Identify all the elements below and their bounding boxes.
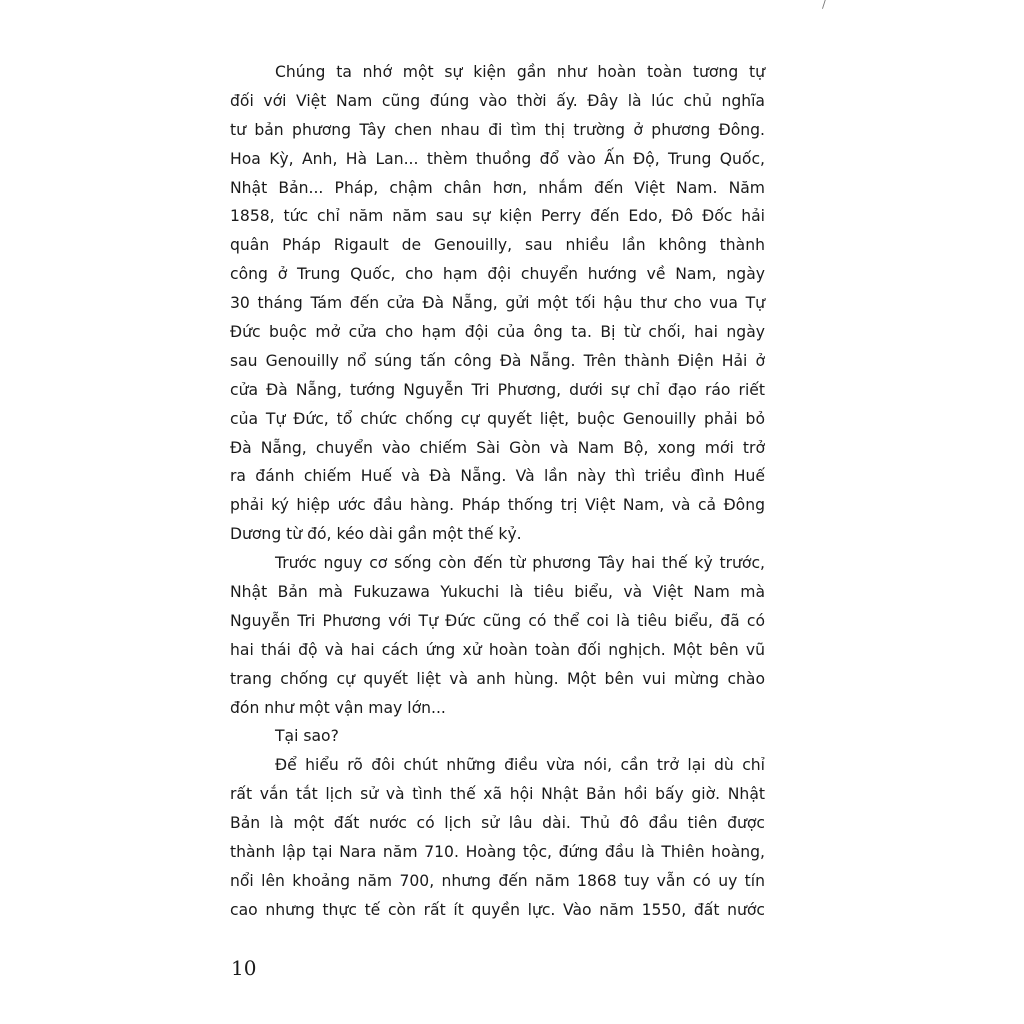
text-line: quân Pháp Rigault de Genouilly, sau nhiều lần không thành <box>230 236 765 255</box>
text-line: công ở Trung Quốc, cho hạm đội chuyển hướng về Nam, ngày <box>230 265 765 284</box>
text-line: Bản là một đất nước có lịch sử lâu dài. Thủ đô đầu tiên được <box>230 814 765 833</box>
text-line: nổi lên khoảng năm 700, nhưng đến năm 1868 tuy vẫn có uy tín <box>230 871 765 890</box>
text-line: Nhật Bản mà Fukuzawa Yukuchi là tiêu biểu, và Việt Nam mà <box>230 583 765 602</box>
text-line: Hoa Kỳ, Anh, Hà Lan... thèm thuồng đổ vào Ấn Độ, Trung Quốc, <box>230 149 765 168</box>
text-line: sau Genouilly nổ súng tấn công Đà Nẵng. Trên thành Điện Hải ở <box>230 351 765 370</box>
text-line: rất vắn tắt lịch sử và tình thế xã hội Nhật Bản hồi bấy giờ. Nhật <box>230 785 765 804</box>
body-text <box>230 58 765 925</box>
text-line: phải ký hiệp ước đầu hàng. Pháp thống trị Việt Nam, và cả Đông <box>230 496 765 515</box>
text-line: Chúng ta nhớ một sự kiện gần như hoàn toàn tương tự <box>275 63 765 81</box>
text-line: trang chống cự quyết liệt và anh hùng. Một bên vui mừng chào <box>230 669 765 688</box>
text-line: Trước nguy cơ sống còn đến từ phương Tây hai thế kỷ trước, <box>275 554 765 573</box>
text-line: Đà Nẵng, chuyển vào chiếm Sài Gòn và Nam Bộ, xong mới trở <box>230 438 765 457</box>
text-line: đón như một vận may lớn... <box>230 698 446 717</box>
text-line: 1858, tức chỉ năm năm sau sự kiện Perry đến Edo, Đô Đốc hải <box>230 207 765 226</box>
text-line: Nhật Bản... Pháp, chậm chân hơn, nhắm đến Việt Nam. Năm <box>230 178 765 197</box>
text-line: Dương từ đó, kéo dài gần một thế kỷ. <box>230 525 522 544</box>
text-line: hai thái độ và hai cách ứng xử hoàn toàn đối nghịch. Một bên vũ <box>230 640 765 659</box>
text-line: cửa Đà Nẵng, tướng Nguyễn Tri Phương, dưới sự chỉ đạo ráo riết <box>230 380 765 399</box>
text-line: tư bản phương Tây chen nhau đi tìm thị trường ở phương Đông. <box>230 120 765 139</box>
text-line: 30 tháng Tám đến cửa Đà Nẵng, gửi một tối hậu thư cho vua Tự <box>230 294 765 313</box>
text-line: thành lập tại Nara năm 710. Hoàng tộc, đứng đầu là Thiên hoàng, <box>230 843 765 862</box>
text-line: cao nhưng thực tế còn rất ít quyền lực. Vào năm 1550, đất nước <box>230 900 765 919</box>
page-number: 10 <box>231 956 257 980</box>
text-line: của Tự Đức, tổ chức chống cự quyết liệt, buộc Genouilly phải bỏ <box>230 409 765 428</box>
corner-mark: / <box>822 0 826 11</box>
text-line: đối với Việt Nam cũng đúng vào thời ấy. Đây là lúc chủ nghĩa <box>230 91 765 110</box>
text-line: Nguyễn Tri Phương với Tự Đức cũng có thể coi là tiêu biểu, đã có <box>230 611 765 630</box>
text-line: Đức buộc mở cửa cho hạm đội của ông ta. Bị từ chối, hai ngày <box>230 323 765 342</box>
text-line: ra đánh chiếm Huế và Đà Nẵng. Và lần này thì triều đình Huế <box>230 467 765 486</box>
text-line: Tại sao? <box>275 727 339 746</box>
text-line: Để hiểu rõ đôi chút những điều vừa nói, cần trở lại dù chỉ <box>275 756 765 775</box>
